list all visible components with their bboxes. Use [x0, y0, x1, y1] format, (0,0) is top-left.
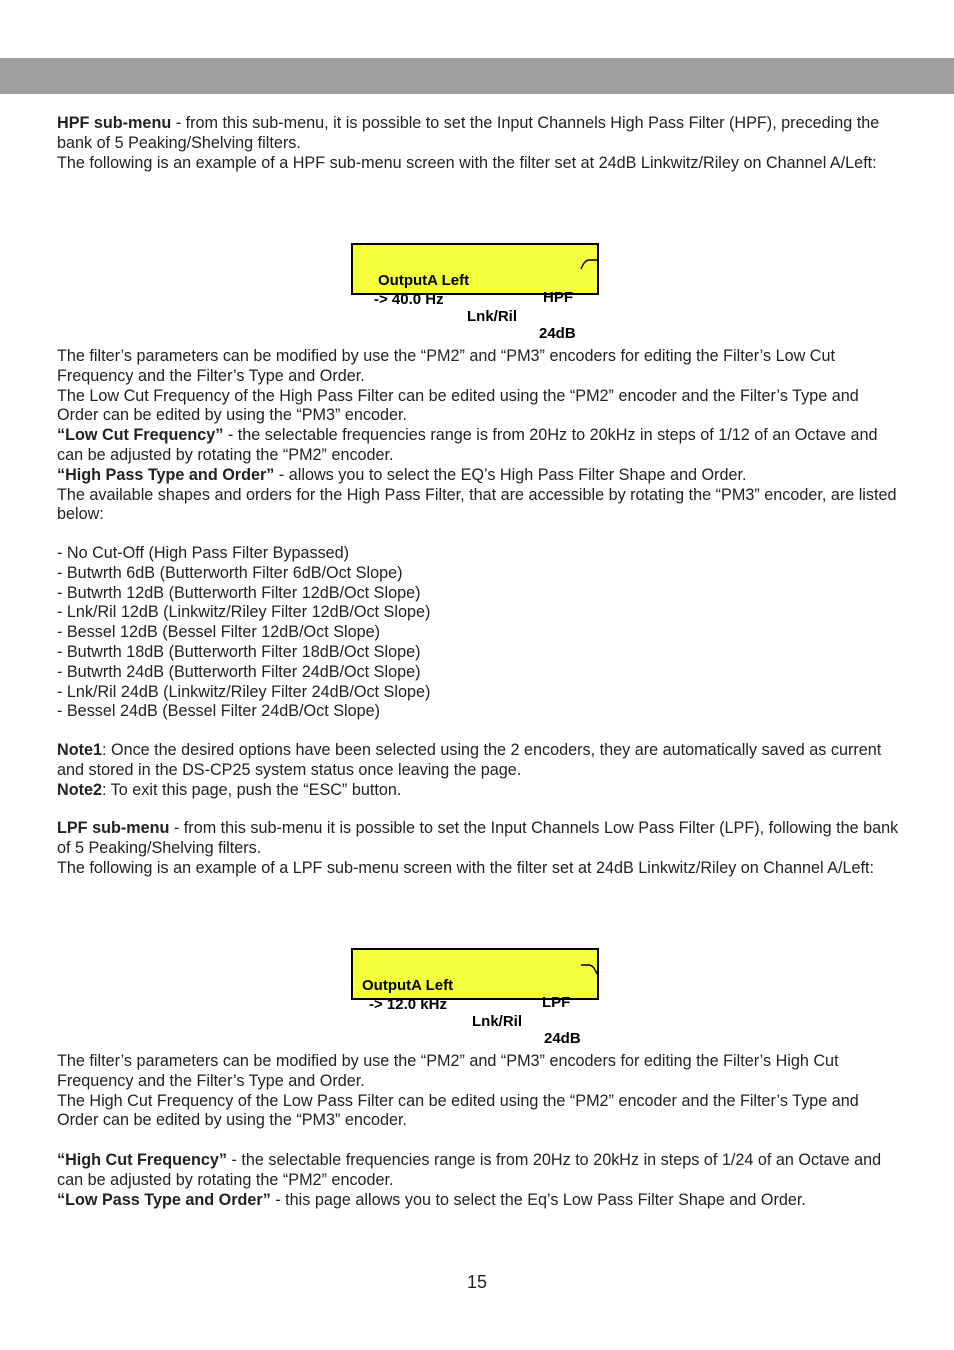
list-item: - Butwrth 18dB (Butterworth Filter 18dB/Oct Slope) — [57, 642, 421, 661]
paragraph-lead: “High Cut Frequency” — [57, 1150, 227, 1169]
page-number: 15 — [466, 1272, 488, 1292]
paragraph — [57, 1151, 902, 1191]
list-item: - Lnk/Ril 24dB (Linkwitz/Riley Filter 24dB/Oct Slope) — [57, 682, 431, 701]
paragraph — [57, 387, 902, 427]
paragraph-text: The filter’s parameters can be modified by use the “PM2” and “PM3” encoders for editing the Filter’s Low Cut Frequency and the Filter’s Type and Order. — [57, 347, 835, 385]
list-item: - Bessel 24dB (Bessel Filter 24dB/Oct Slope) — [57, 702, 380, 721]
paragraph-text: - the selectable frequencies range is from 20Hz to 20kHz in steps of 1/12 of an Octave and can be adjusted by rotating the “PM2” encoder. — [57, 426, 878, 464]
paragraph — [57, 426, 902, 466]
list-item: - Butwrth 24dB (Butterworth Filter 24dB/Oct Slope) — [57, 662, 421, 681]
paragraph — [57, 466, 902, 486]
paragraph-text: - from this sub-menu, it is possible to set the Input Channels High Pass Filter (HPF), preceding the bank of 5 Peaking/Shelving filters. — [57, 114, 880, 152]
notes — [57, 741, 902, 800]
paragraph-text: The High Cut Frequency of the Low Pass Filter can be edited using the “PM2” encoder and the Filter’s Type and Order can be edited by using the “PM3” encoder. — [57, 1091, 859, 1130]
paragraph-lead: Note1 — [57, 741, 102, 759]
filter-list — [57, 544, 902, 722]
lcd-slope: 24dB — [544, 1030, 581, 1047]
paragraph-text: : Once the desired options have been selected using the 2 encoders, they are automatically saved as current and stored in the DS-CP25 system status once leaving the page. — [57, 741, 882, 779]
paragraph-text: The filter’s parameters can be modified by use the “PM2” and “PM3” encoders for editing the Filter’s High Cut Frequency and the Filter’s Type and Order. — [57, 1052, 839, 1090]
lcd-filter-type: Lnk/Ril — [467, 308, 518, 325]
paragraph-text: : To exit this page, push the “ESC” button. — [101, 780, 402, 799]
hpf-intro — [57, 114, 902, 173]
lowpass-curve-icon — [580, 963, 598, 975]
paragraph-lead: Note2 — [57, 780, 102, 799]
paragraph-text: The following is an example of a LPF sub-menu screen with the filter set at 24dB Linkwitz/Riley on Channel A/Left: — [57, 858, 874, 877]
paragraph — [57, 154, 902, 174]
lcd-slope: 24dB — [539, 325, 576, 342]
lcd-mode: LPF — [542, 994, 571, 1011]
hpf-body — [57, 347, 902, 525]
paragraph — [57, 1191, 902, 1211]
paragraph-lead: LPF sub-menu — [57, 819, 170, 837]
lcd-channel: OutputA Left — [378, 272, 470, 289]
paragraph-lead: “Low Pass Type and Order” — [57, 1190, 271, 1209]
paragraph-text: The following is an example of a HPF sub-menu screen with the filter set at 24dB Linkwitz/Riley on Channel A/Left: — [57, 153, 877, 172]
lcd-mode: HPF — [543, 289, 573, 306]
lcd-frequency: -> 12.0 kHz — [369, 996, 447, 1013]
highpass-curve-icon — [580, 258, 598, 270]
list-item: - Bessel 12dB (Bessel Filter 12dB/Oct Slope) — [57, 623, 380, 642]
list-item: - Butwrth 6dB (Butterworth Filter 6dB/Oct Slope) — [57, 563, 403, 582]
paragraph-text: - this page allows you to select the Eq’s Low Pass Filter Shape and Order. — [270, 1190, 806, 1209]
paragraph — [57, 1052, 902, 1092]
paragraph — [57, 114, 902, 154]
paragraph — [57, 347, 902, 387]
paragraph-text: The Low Cut Frequency of the High Pass Filter can be edited using the “PM2” encoder and the Filter’s Type and Order can be edited by using the “PM3” encoder. — [57, 386, 859, 425]
paragraph-text: - the selectable frequencies range is from 20Hz to 20kHz in steps of 1/24 of an Octave and can be adjusted by rotating the “PM2” encoder. — [57, 1150, 882, 1189]
paragraph-text: - from this sub-menu it is possible to set the Input Channels Low Pass Filter (LPF), following the bank of 5 Peaking/Shelving filters. — [57, 819, 899, 857]
paragraph-text: The available shapes and orders for the High Pass Filter, that are accessible by rotating the “PM3” encoder, are listed below: — [57, 485, 897, 524]
lcd-filter-type: Lnk/Ril — [472, 1013, 523, 1030]
paragraph — [57, 741, 902, 781]
lpf-intro — [57, 819, 902, 878]
lcd-frequency: -> 40.0 Hz — [374, 291, 444, 308]
list-item: - Butwrth 12dB (Butterworth Filter 12dB/Oct Slope) — [57, 583, 421, 602]
lpf-body — [57, 1052, 902, 1210]
paragraph-lead: “Low Cut Frequency” — [57, 426, 224, 445]
hpf-lcd-display — [351, 243, 599, 342]
lpf-lcd-display — [351, 948, 599, 1047]
paragraph — [57, 819, 902, 859]
header-bar — [0, 58, 954, 94]
lcd-channel: OutputA Left — [362, 977, 454, 994]
list-item: - No Cut-Off (High Pass Filter Bypassed) — [57, 544, 350, 562]
paragraph-text: - allows you to select the EQ’s High Pass Filter Shape and Order. — [274, 465, 747, 484]
paragraph — [57, 1092, 902, 1132]
paragraph — [57, 781, 902, 801]
paragraph-lead: HPF sub-menu — [57, 114, 172, 132]
paragraph-lead: “High Pass Type and Order” — [57, 465, 275, 484]
paragraph — [57, 1131, 902, 1151]
list-item: - Lnk/Ril 12dB (Linkwitz/Riley Filter 12dB/Oct Slope) — [57, 603, 431, 622]
paragraph — [57, 486, 902, 526]
paragraph — [57, 859, 902, 879]
